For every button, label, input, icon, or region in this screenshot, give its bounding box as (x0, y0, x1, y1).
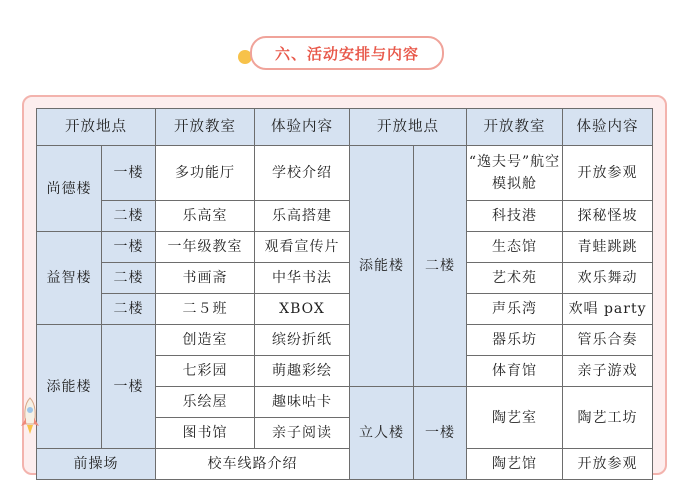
activity-cell: 探秘怪坡 (563, 201, 653, 232)
floor-cell: 二楼 (414, 146, 467, 387)
activity-cell: 学校介绍 (255, 146, 350, 201)
room-cell: 七彩园 (156, 356, 255, 387)
header-activity-right: 体验内容 (563, 109, 653, 146)
table-row (37, 325, 653, 356)
room-cell: 乐绘屋 (156, 387, 255, 418)
room-cell: 器乐坊 (467, 325, 563, 356)
activity-cell: 管乐合奏 (563, 325, 653, 356)
activity-cell: 欢唱 party (563, 294, 653, 325)
activity-cell: 陶艺工坊 (563, 387, 653, 449)
room-cell: 科技港 (467, 201, 563, 232)
room-cell: 声乐湾 (467, 294, 563, 325)
activity-cell: 趣味咕卡 (255, 387, 350, 418)
header-room-left: 开放教室 (156, 109, 255, 146)
building-tianneng-left: 添能楼 (37, 325, 102, 449)
section-title (238, 34, 448, 70)
room-cell: 陶艺馆 (467, 449, 563, 480)
table-row (37, 294, 653, 325)
activity-cell: 欢乐舞动 (563, 263, 653, 294)
building-qiancaochang: 前操场 (37, 449, 156, 480)
header-location-right: 开放地点 (350, 109, 467, 146)
room-cell: 书画斋 (156, 263, 255, 294)
floor-cell: 二楼 (102, 294, 156, 325)
activity-cell: XBOX (255, 294, 350, 325)
floor-cell: 一楼 (102, 325, 156, 449)
activity-cell: 青蛙跳跳 (563, 232, 653, 263)
table-row (37, 449, 653, 480)
activity-cell: 开放参观 (563, 146, 653, 201)
room-cell: “逸夫号”航空模拟舱 (467, 146, 563, 201)
table-row (37, 263, 653, 294)
activity-cell: 乐高搭建 (255, 201, 350, 232)
schedule-table (36, 108, 653, 480)
room-cell: 多功能厅 (156, 146, 255, 201)
table-row (37, 232, 653, 263)
header-location-left: 开放地点 (37, 109, 156, 146)
room-cell: 一年级教室 (156, 232, 255, 263)
building-shangde: 尚德楼 (37, 146, 102, 232)
room-cell: 二５班 (156, 294, 255, 325)
table-row (37, 201, 653, 232)
activity-cell: 校车线路介绍 (156, 449, 350, 480)
floor-cell: 二楼 (102, 263, 156, 294)
activity-cell: 开放参观 (563, 449, 653, 480)
building-yizhi: 益智楼 (37, 232, 102, 325)
header-room-right: 开放教室 (467, 109, 563, 146)
header-activity-left: 体验内容 (255, 109, 350, 146)
room-cell: 创造室 (156, 325, 255, 356)
activity-cell: 缤纷折纸 (255, 325, 350, 356)
floor-cell: 一楼 (414, 387, 467, 480)
floor-cell: 一楼 (102, 232, 156, 263)
table-row (37, 146, 653, 201)
room-cell: 生态馆 (467, 232, 563, 263)
building-liren: 立人楼 (350, 387, 414, 480)
section-title-text: 六、活动安排与内容 (250, 36, 444, 70)
activity-cell: 亲子游戏 (563, 356, 653, 387)
rocket-icon (18, 396, 42, 438)
room-cell: 体育馆 (467, 356, 563, 387)
room-cell: 乐高室 (156, 201, 255, 232)
table-header-row (37, 109, 653, 146)
building-tianneng-right: 添能楼 (350, 146, 414, 387)
activity-cell: 萌趣彩绘 (255, 356, 350, 387)
floor-cell: 二楼 (102, 201, 156, 232)
room-cell: 图书馆 (156, 418, 255, 449)
activity-cell: 观看宣传片 (255, 232, 350, 263)
floor-cell: 一楼 (102, 146, 156, 201)
activity-cell: 亲子阅读 (255, 418, 350, 449)
room-cell: 艺术苑 (467, 263, 563, 294)
activity-cell: 中华书法 (255, 263, 350, 294)
room-cell: 陶艺室 (467, 387, 563, 449)
